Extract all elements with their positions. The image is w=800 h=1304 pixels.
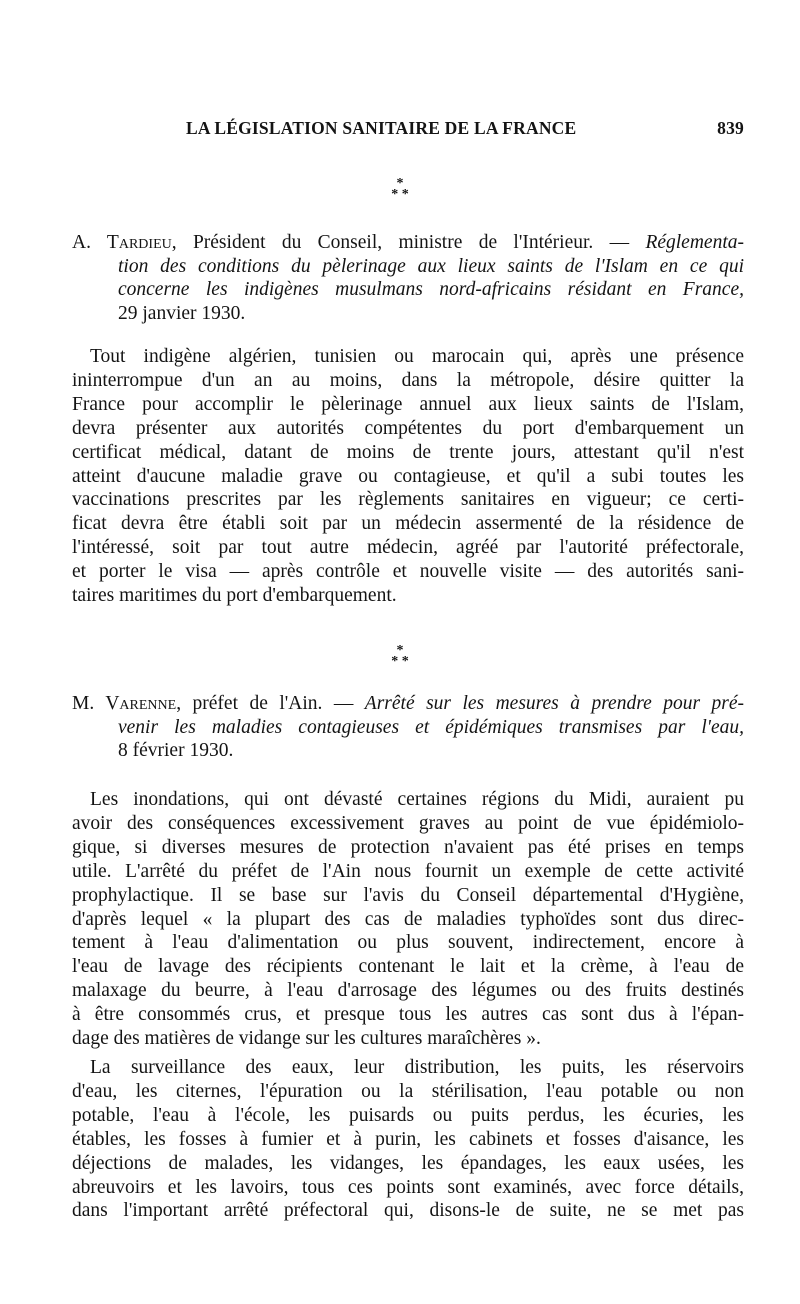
text-line: devra présenter aux autorités compétentes du port d'embarquement un	[72, 417, 744, 439]
text-line: à être consommés crus, et presque tous les autres cas sont dus à l'épan-	[72, 1004, 744, 1026]
text-line: et porter le visa — après contrôle et nouvelle visite — des autorités sani-	[72, 561, 744, 583]
entry-date: 29 janvier 1930.	[118, 302, 246, 324]
text-line: d'après lequel « la plupart des cas de maladies typhoïdes sont dus direc-	[72, 908, 744, 930]
text-line: Les inondations, qui ont dévasté certaines régions du Midi, auraient pu	[90, 789, 744, 810]
text-line: avoir des conséquences excessivement graves au point de vue épidémiolo-	[72, 812, 744, 834]
text-line: l'intéressé, soit par tout autre médecin, agréé par l'autorité préfectorale,	[72, 537, 744, 559]
running-title: LA LÉGISLATION SANITAIRE DE LA FRANCE	[186, 118, 577, 138]
separator-star-top: *	[396, 643, 404, 658]
paragraph-3	[72, 1056, 744, 1223]
paragraph-1	[72, 345, 744, 608]
text-line: ficat devra être établi soit par un médecin assermenté de la résidence de	[72, 513, 744, 535]
text-line: France pour accomplir le pèlerinage annuel aux lieux saints de l'Islam,	[72, 393, 744, 415]
separator-star-bottom: * *	[391, 187, 409, 202]
entry-role: , Président du Conseil, ministre de l'Intérieur. —	[171, 232, 646, 253]
entry-title-line: concerne les indigènes musulmans nord-africains résidant en France,	[118, 279, 744, 300]
text-line: déjections de malades, les vidanges, les épandages, les eaux usées, les	[72, 1152, 744, 1174]
section-separator-2	[360, 645, 440, 667]
text-line: dans l'important arrêté préfectoral qui, disons-le de suite, ne se met pas	[72, 1200, 744, 1222]
entry-heading-2	[72, 692, 744, 763]
text-line: tement à l'eau d'alimentation ou plus souvent, indirectement, encore à	[72, 932, 744, 954]
paragraph-2	[72, 788, 744, 1051]
separator-star-bottom: * *	[391, 654, 409, 669]
entry-title-line: venir les maladies contagieuses et épidémiques transmises par l'eau,	[118, 716, 744, 738]
text-line: ininterrompue d'un an au moins, dans la métropole, désire quitter la	[72, 369, 744, 391]
entry-author: A. Tardieu	[72, 232, 172, 253]
text-line: vaccinations prescrites par les règlements sanitaires en vigueur; ce certi-	[72, 489, 744, 511]
separator-star-top: *	[396, 176, 404, 191]
text-line: d'eau, les citernes, l'épuration ou la stérilisation, l'eau potable ou non	[72, 1080, 744, 1102]
text-line: abreuvoirs et les lavoirs, tous ces points sont examinés, avec force détails,	[72, 1176, 744, 1198]
text-line: l'eau de lavage des récipients contenant le lait et la crème, à l'eau de	[72, 956, 744, 978]
entry-heading-1	[72, 231, 744, 325]
entry-author: M. Varenne	[72, 693, 177, 714]
entry-title-line: tion des conditions du pèlerinage aux lieux saints de l'Islam en ce qui	[118, 255, 744, 277]
section-separator-1	[360, 178, 440, 200]
text-line: Tout indigène algérien, tunisien ou marocain qui, après une présence	[90, 346, 744, 367]
text-line: étables, les fosses à fumier et à purin, les cabinets et fosses d'aisance, les	[72, 1128, 744, 1150]
text-line: dage des matières de vidange sur les cultures maraîchères ».	[72, 1028, 541, 1050]
text-line: certificat médical, datant de moins de trente jours, attestant qu'il n'est	[72, 441, 744, 463]
text-line: taires maritimes du port d'embarquement.	[72, 585, 397, 607]
entry-title-line: Réglementa-	[645, 232, 744, 253]
text-line: atteint d'aucune maladie grave ou contagieuse, et qu'il a subi toutes les	[72, 465, 744, 487]
text-line: prophylactique. Il se base sur l'avis du Conseil départemental d'Hygiène,	[72, 884, 744, 906]
entry-role: , préfet de l'Ain. —	[176, 693, 365, 714]
text-line: La surveillance des eaux, leur distribution, les puits, les réservoirs	[90, 1057, 744, 1078]
entry-title-line: Arrêté sur les mesures à prendre pour pré-	[364, 693, 744, 714]
text-line: gique, si diverses mesures de protection n'avaient pas été prises en temps	[72, 836, 744, 858]
text-line: utile. L'arrêté du préfet de l'Ain nous fournit un exemple de cette activité	[72, 860, 744, 882]
text-line: potable, l'eau à l'école, les puisards ou puits perdus, les écuries, les	[72, 1104, 744, 1126]
page-number: 839	[717, 118, 744, 138]
text-line: malaxage du beurre, à l'eau d'arrosage des légumes ou des fruits destinés	[72, 980, 744, 1002]
entry-date: 8 février 1930.	[118, 740, 234, 761]
